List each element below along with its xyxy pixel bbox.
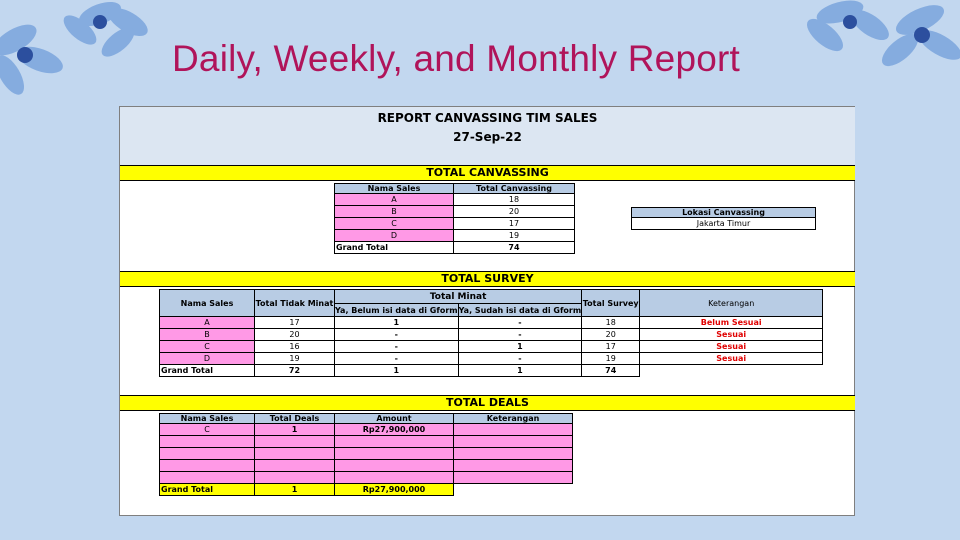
table-row (160, 424, 573, 436)
col-header-keterangan: Keterangan (640, 290, 823, 317)
cell-total: 17 (454, 218, 575, 230)
cell-name: C (160, 341, 255, 353)
cell-name: A (335, 194, 454, 206)
cell-minat-belum: 1 (335, 317, 459, 329)
table-row (160, 341, 823, 353)
survey-table (159, 289, 823, 377)
col-header-keterangan: Keterangan (454, 414, 573, 424)
cell-total: 19 (454, 230, 575, 242)
cell-minat-belum: - (335, 353, 459, 365)
cell-name: D (160, 353, 255, 365)
grand-total-survey: 74 (582, 365, 640, 377)
deals-table (159, 413, 573, 496)
cell-minat-sudah: - (458, 329, 582, 341)
grand-total-deals: 1 (255, 484, 335, 496)
canvassing-table (334, 183, 575, 254)
slide-title: Daily, Weekly, and Monthly Report (172, 38, 740, 79)
flower-decoration-left (0, 0, 170, 95)
cell-keterangan: Sesuai (640, 341, 823, 353)
grand-total-row (160, 484, 573, 496)
cell-minat-belum: - (335, 329, 459, 341)
table-row (335, 218, 575, 230)
cell-deals: 1 (255, 424, 335, 436)
cell-name: D (335, 230, 454, 242)
section-total-survey: TOTAL SURVEY (120, 271, 855, 287)
col-header-nama-sales: Nama Sales (335, 184, 454, 194)
cell-minat-belum: - (335, 341, 459, 353)
col-header-amount: Amount (335, 414, 454, 424)
cell-tidak-minat: 20 (255, 329, 335, 341)
cell-keterangan (454, 448, 573, 460)
cell-tidak-minat: 17 (255, 317, 335, 329)
cell-amount (335, 460, 454, 472)
table-row (160, 317, 823, 329)
cell-keterangan (454, 424, 573, 436)
cell-amount (335, 436, 454, 448)
report-date: 27-Sep-22 (453, 130, 522, 144)
cell-amount (335, 472, 454, 484)
grand-total-tidak: 72 (255, 365, 335, 377)
table-row (160, 460, 573, 472)
cell-keterangan: Sesuai (640, 353, 823, 365)
col-header-nama-sales: Nama Sales (160, 414, 255, 424)
cell-keterangan (454, 436, 573, 448)
report-header (120, 107, 855, 165)
cell-minat-sudah: - (458, 353, 582, 365)
section-total-canvassing: TOTAL CANVASSING (120, 165, 855, 181)
cell-name: C (160, 424, 255, 436)
grand-total-label: Grand Total (335, 242, 454, 254)
grand-total-row (160, 365, 823, 377)
table-row (335, 230, 575, 242)
cell-name: A (160, 317, 255, 329)
cell-minat-sudah: 1 (458, 341, 582, 353)
table-row (335, 206, 575, 218)
table-row (335, 194, 575, 206)
table-row (160, 448, 573, 460)
grand-total-row (335, 242, 575, 254)
cell-tidak-minat: 16 (255, 341, 335, 353)
col-header-total-minat: Total Minat (335, 290, 582, 304)
cell-total: 20 (454, 206, 575, 218)
cell-total-survey: 18 (582, 317, 640, 329)
flower-decoration-right (780, 0, 960, 80)
cell-name (160, 436, 255, 448)
table-row (160, 472, 573, 484)
table-row (160, 353, 823, 365)
col-header-total-survey: Total Survey (582, 290, 640, 317)
location-value: Jakarta Timur (632, 218, 816, 230)
cell-amount: Rp27,900,000 (335, 424, 454, 436)
grand-total-value: 74 (454, 242, 575, 254)
section-total-deals: TOTAL DEALS (120, 395, 855, 411)
cell-name (160, 460, 255, 472)
cell-name (160, 472, 255, 484)
cell-deals (255, 436, 335, 448)
cell-tidak-minat: 19 (255, 353, 335, 365)
cell-name: B (335, 206, 454, 218)
cell-keterangan (454, 472, 573, 484)
cell-deals (255, 460, 335, 472)
cell-deals (255, 472, 335, 484)
report-sheet (119, 106, 855, 516)
grand-total-amount: Rp27,900,000 (335, 484, 454, 496)
col-header-minat-sudah: Ya, Sudah isi data di Gform (458, 305, 582, 315)
col-header-nama-sales: Nama Sales (160, 290, 255, 317)
cell-name: B (160, 329, 255, 341)
col-header-total-tidak-minat: Total Tidak Minat (255, 290, 335, 317)
col-header-total-deals: Total Deals (255, 414, 335, 424)
grand-total-label: Grand Total (160, 365, 255, 377)
cell-name (160, 448, 255, 460)
table-row (160, 329, 823, 341)
col-header-total-canvassing: Total Canvassing (454, 184, 575, 194)
location-header: Lokasi Canvassing (632, 208, 816, 218)
grand-total-sudah: 1 (458, 365, 582, 377)
cell-amount (335, 448, 454, 460)
cell-minat-sudah: - (458, 317, 582, 329)
cell-name: C (335, 218, 454, 230)
cell-keterangan (454, 460, 573, 472)
grand-total-label: Grand Total (160, 484, 255, 496)
location-table (631, 207, 816, 230)
cell-total: 18 (454, 194, 575, 206)
cell-total-survey: 19 (582, 353, 640, 365)
report-title: REPORT CANVASSING TIM SALES (377, 111, 598, 125)
grand-total-belum: 1 (335, 365, 459, 377)
cell-keterangan: Sesuai (640, 329, 823, 341)
cell-keterangan: Belum Sesuai (640, 317, 823, 329)
cell-total-survey: 17 (582, 341, 640, 353)
cell-deals (255, 448, 335, 460)
col-header-minat-belum: Ya, Belum isi data di Gform (335, 305, 458, 315)
cell-total-survey: 20 (582, 329, 640, 341)
table-row (160, 436, 573, 448)
